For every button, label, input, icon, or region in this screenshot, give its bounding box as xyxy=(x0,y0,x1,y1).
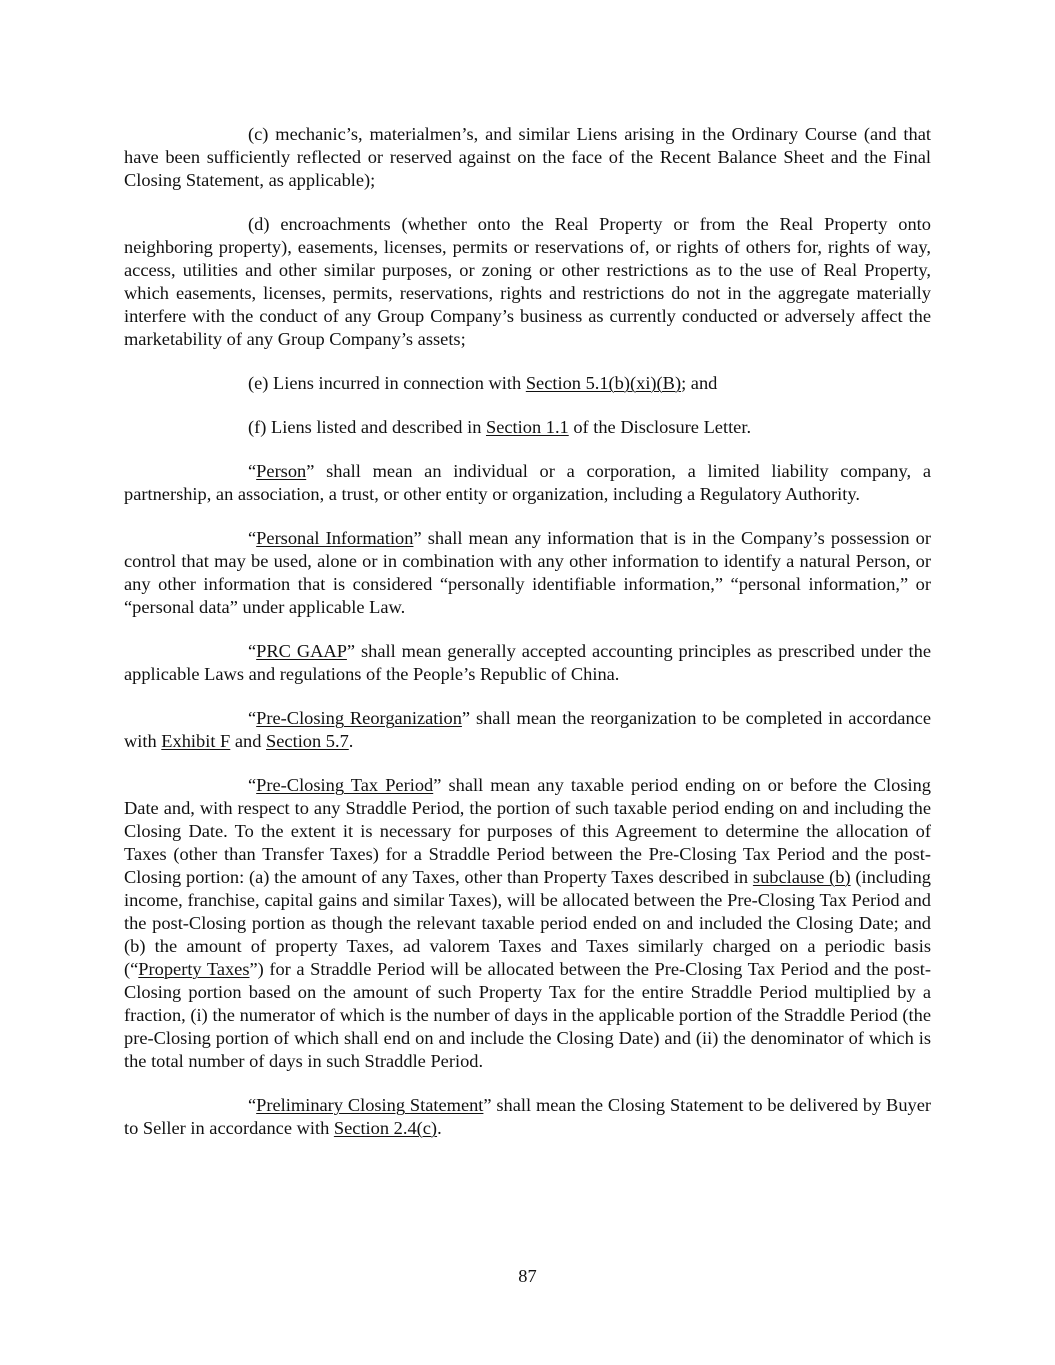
definition-pre-closing-reorganization: “Pre-Closing Reorganization” shall mean the reorganization to be completed in accordance with Exhibit F and Section 5.7. xyxy=(124,708,931,751)
exhibit-reference-link: Exhibit F xyxy=(161,731,231,751)
section-reference-link: Section 5.1(b)(xi)(B) xyxy=(525,373,682,393)
clause-e-paragraph: (e) Liens incurred in connection with Section 5.1(b)(xi)(B); and xyxy=(248,373,718,393)
definition-personal-information: “Personal Information” shall mean any information that is in the Company’s possession or control that may be used, alone or in combination with any other information to identify a natural Person, or any other information that is considered “personally identifiable information,” “personal information,” or “personal data” under applicable Law. xyxy=(124,528,931,617)
defined-term: Pre-Closing Tax Period xyxy=(256,775,434,795)
section-reference-link: Section 1.1 xyxy=(485,417,569,437)
section-reference-link: Section 5.7 xyxy=(266,731,349,751)
definition-pre-closing-tax-period: “Pre-Closing Tax Period” shall mean any taxable period ending on or before the Closing Date and, with respect to any Straddle Period, the portion of such taxable period ending on and including the Closing Date. To the extent it is necessary for purposes of this Agreement to determine the allocation of Taxes (other than Transfer Taxes) for a Straddle Period between the Pre-Closing Tax Period and the post-Closing portion: (a) the amount of any Taxes, other than Property Taxes described in subclause (b) (including income, franchise, capital gains and similar Taxes), will be allocated between the Pre-Closing Tax Period and the post-Closing portion as though the relevant taxable period ended on and included the Closing Date; and (b) the amount of property Taxes, ad valorem Taxes and Taxes similarly charged on a periodic basis (“Property Taxes”) for a Straddle Period will be allocated between the Pre-Closing Tax Period and the post-Closing portion based on the amount of such Property Tax for the entire Straddle Period multiplied by a fraction, (i) the numerator of which is the number of days in the applicable portion of the Straddle Period (the pre-Closing portion of which shall end on and include the Closing Date) and (ii) the denominator of which is the total number of days in such Straddle Period. xyxy=(124,775,931,1071)
definition-person: “Person” shall mean an individual or a corporation, a limited liability company, a partnership, an association, a trust, or other entity or organization, including a Regulatory Authority. xyxy=(124,461,931,504)
clause-c-paragraph: (c) mechanic’s, materialmen’s, and similar Liens arising in the Ordinary Course (and that have been sufficiently reflected or reserved against on the face of the Recent Balance Sheet and the Final Closing Statement, as applicable); xyxy=(124,124,931,190)
page-number: 87 xyxy=(518,1266,537,1286)
clause-f-paragraph: (f) Liens listed and described in Section 1.1 of the Disclosure Letter. xyxy=(248,417,752,437)
definition-preliminary-closing-statement: “Preliminary Closing Statement” shall mean the Closing Statement to be delivered by Buyer to Seller in accordance with Section 2.4(c). xyxy=(124,1095,932,1138)
defined-term: Pre-Closing Reorganization xyxy=(256,708,462,728)
defined-term: PRC GAAP xyxy=(256,641,347,661)
defined-term: Person xyxy=(256,461,307,481)
defined-term: Property Taxes xyxy=(138,959,250,979)
defined-term: Preliminary Closing Statement xyxy=(256,1095,484,1115)
clause-d-paragraph: (d) encroachments (whether onto the Real Property or from the Real Property onto neighboring property), easements, licenses, permits or reservations of, or rights of others for, rights of way, access, utilities and other similar purposes, or zoning or other restrictions as to the use of Real Property, which easements, licenses, permits, reservations, rights and restrictions do not in the aggregate materially interfere with the conduct of any Group Company’s business as currently conducted or adversely affect the marketability of any Group Company’s assets; xyxy=(124,214,931,349)
subclause-reference-link: subclause (b) xyxy=(752,867,851,887)
document-body xyxy=(124,123,931,1161)
defined-term: Personal Information xyxy=(256,528,414,548)
definition-prc-gaap: “PRC GAAP” shall mean generally accepted accounting principles as prescribed under the applicable Laws and regulations of the People’s Republic of China. xyxy=(124,641,931,684)
section-reference-link: Section 2.4(c) xyxy=(333,1118,438,1138)
